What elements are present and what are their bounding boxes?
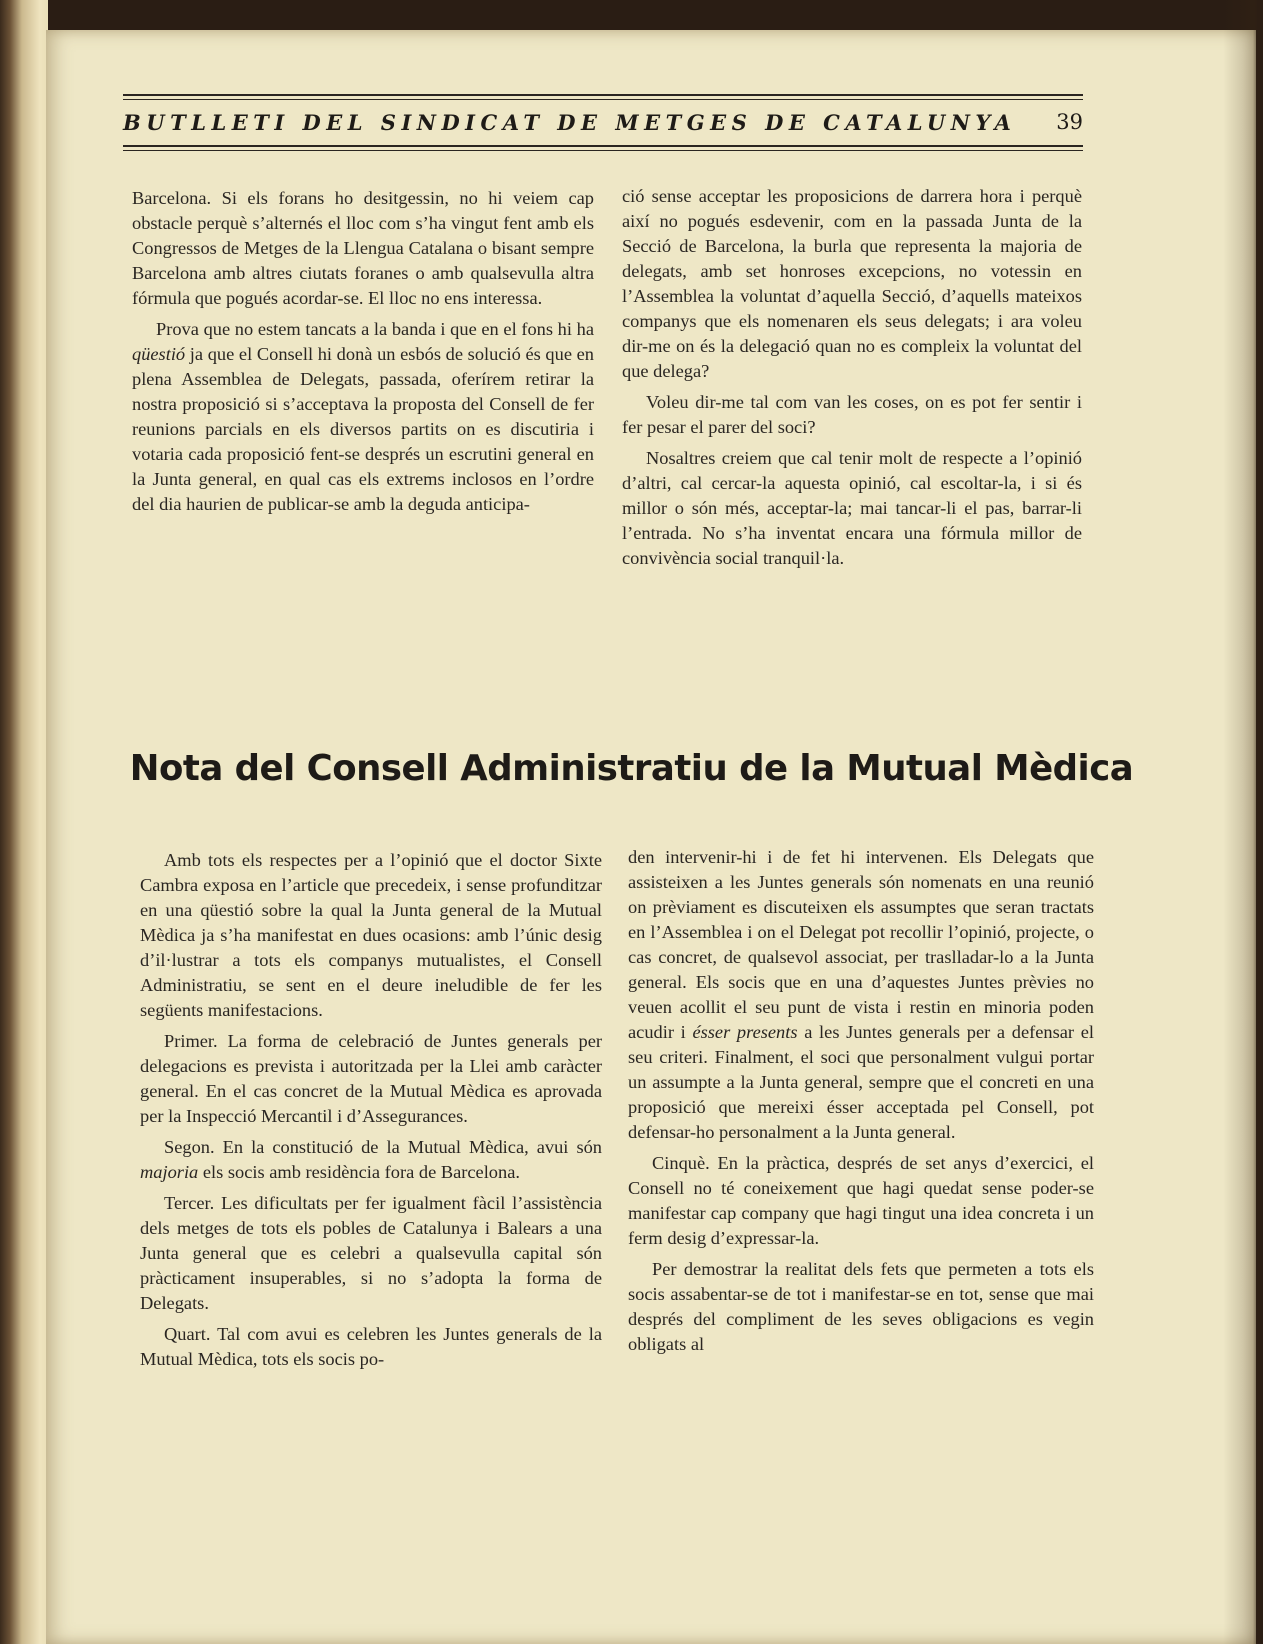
- paragraph: Prova que no estem tancats a la banda i que en el fons hi ha qüestió ja que el Consell hi donà un esbós de solució és que en plena Assemblea de Delegats, passada, oferírem retirar la nostra proposició si s’acceptava la proposta del Consell de fer reunions parcials en els diversos partits on es discutiria i votaria cada proposició fent-se després un escrutini general en la Junta general, en qual cas els extrems inclosos en l’ordre del dia haurien de publicar-se amb la deguda anticipa-: [132, 319, 594, 514]
- paragraph: Per demostrar la realitat dels fets que permeten a tots els socis assabentar-se de tot i manifestar-se en tot, sense que mai després del compliment de les seves obligacions es vegin obligats al: [628, 1259, 1094, 1354]
- top-right-column: [622, 184, 1082, 577]
- paragraph: Segon. En la constitució de la Mutual Mèdica, avui són majoria els socis amb residència fora de Barcelona.: [140, 1137, 602, 1182]
- paragraph: Amb tots els respectes per a l’opinió que el doctor Sixte Cambra exposa en l’article que precedeix, i sense profunditzar en una qüestió sobre la qual la Junta general de la Mutual Mèdica ja s’ha manifestat en dues ocasions: amb l’únic desig d’il·lustrar a tots els companys mutualistes, el Consell Administratiu, se sent en el deure ineludible de fer les següents manifestacions.: [140, 850, 602, 1020]
- emphasis: ésser presents: [692, 1022, 798, 1042]
- article-right-column: [628, 845, 1094, 1363]
- paragraph: Tercer. Les dificultats per fer igualment fàcil l’assistència dels metges de tots els pobles de Catalunya i Balears a una Junta general que es celebri a qualsevulla capital són pràcticament insuperables, si no s’adopta la forma de Delegats.: [140, 1193, 602, 1313]
- paragraph: Barcelona. Si els forans ho desitgessin, no hi veiem cap obstacle perquè s’alternés el lloc com s’ha vingut fent amb els Congressos de Metges de la Llengua Catalana o bisant sempre Barcelona amb altres ciutats foranes o amb qualsevulla altra fórmula que pogués acordar-se. El lloc no ens interessa.: [132, 188, 594, 308]
- paragraph: ció sense acceptar les proposicions de darrera hora i perquè així no pogués esdevenir, com en la passada Junta de la Secció de Barcelona, la burla que representa la majoria de delegats, amb set honroses excepcions, no votessin en l’Assemblea la voluntat d’aquella Secció, d’aquells mateixos companys que els nomenaren els seus delegats; i ara voleu dir-me on és la delegació quan no es compleix la voluntat del que delega?: [622, 186, 1082, 381]
- paragraph: Quart. Tal com avui es celebren les Juntes generals de la Mutual Mèdica, tots els socis po-: [140, 1324, 602, 1369]
- top-left-column: [132, 186, 594, 523]
- paragraph: Voleu dir-me tal com van les coses, on es pot fer sentir i fer pesar el parer del soci?: [622, 392, 1082, 437]
- emphasis: majoria: [140, 1162, 199, 1182]
- paragraph: Cinquè. En la pràctica, després de set anys d’exercici, el Consell no té coneixement que hagi quedat sense poder-se manifestar cap company que hagi tingut una idea concreta i un ferm desig d’expressar-la.: [628, 1153, 1094, 1248]
- page-number: 39: [1056, 110, 1083, 134]
- book-spine-shadow: [0, 0, 48, 1644]
- header-rule-bottom: [123, 145, 1083, 147]
- page-edge-shadow: [1223, 0, 1263, 1644]
- running-head: [123, 92, 1083, 154]
- paragraph: den intervenir-hi i de fet hi intervenen. Els Delegats que assisteixen a les Juntes generals són nomenats en una reunió on prèviament es discuteixen els assumptes que seran tractats en l’Assemblea i on el Delegat pot recollir l’opinió, projecte, o cas concret, de qualsevol associat, per traslladar-lo a la Junta general. Els socis que en una d’aquestes Juntes prèvies no veuen acollit el seu punt de vista i restin en minoria poden acudir i ésser presents a les Juntes generals per a defensar el seu criteri. Finalment, el soci que personalment vulgui portar un assumpte a la Junta general, sempre que el concreti en una proposició que mereixi ésser acceptada pel Consell, pot defensar-ho personalment a la Junta general.: [628, 847, 1094, 1142]
- header-rule-bottom-thin: [123, 150, 1083, 151]
- header-rule-top: [123, 94, 1083, 96]
- article-left-column: [140, 848, 602, 1378]
- emphasis: qüestió: [132, 344, 186, 364]
- journal-title: BUTLLETI DEL SINDICAT DE METGES DE CATALUNYA: [123, 110, 1017, 135]
- paragraph: Nosaltres creiem que cal tenir molt de respecte a l’opinió d’altri, cal cercar-la aquesta opinió, cal escoltar-la, i si és millor o són més, acceptar-la; mai tancar-li el pas, barrar-li l’entrada. No s’ha inventat encara una fórmula millor de convivència social tranquil·la.: [622, 448, 1082, 568]
- header-rule-top-thin: [123, 99, 1083, 100]
- paragraph: Primer. La forma de celebració de Juntes generals per delegacions es prevista i autoritzada per la Llei amb caràcter general. En el cas concret de la Mutual Mèdica es aprovada per la Inspecció Mercantil i d’Assegurances.: [140, 1031, 602, 1126]
- article-title: Nota del Consell Administratiu de la Mutual Mèdica: [129, 748, 1134, 789]
